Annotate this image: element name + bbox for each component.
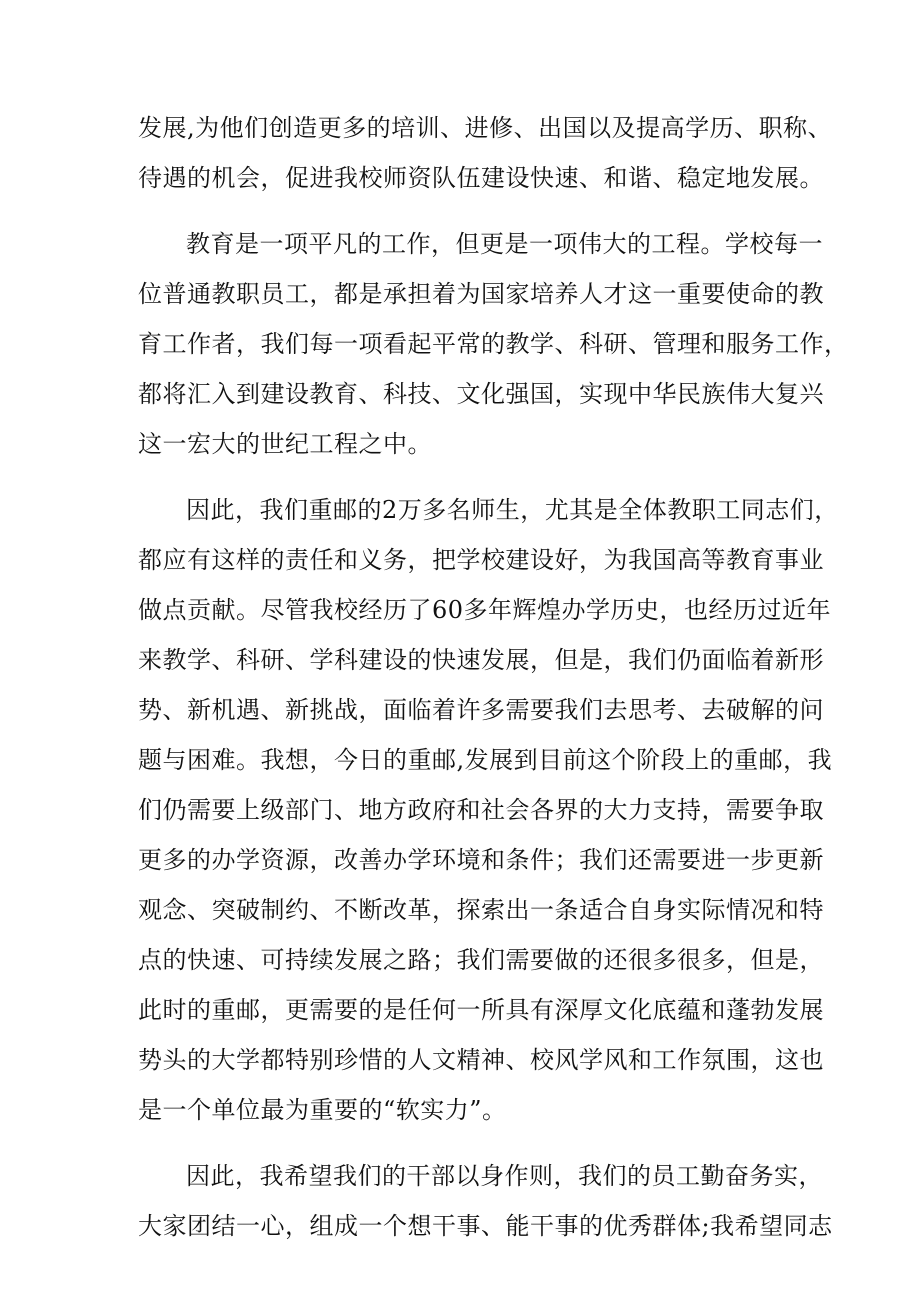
text-line: 势、新机遇、新挑战，面临着许多需要我们去思考、去破解的问 xyxy=(138,696,824,724)
text-line: 都应有这样的责任和义务，把学校建设好，为我国高等教育事业 xyxy=(138,546,824,574)
text-line: 观念、突破制约、不断改革，探索出一条适合自身实际情况和特 xyxy=(138,896,824,924)
text-line: 题与困难。我想，今日的重邮,发展到目前这个阶段上的重邮，我 xyxy=(138,746,833,774)
paragraph-first-line: 教育是一项平凡的工作，但更是一项伟大的工程。学校每一 xyxy=(186,230,823,258)
text-line: 位普通教职员工，都是承担着为国家培养人才这一重要使命的教 xyxy=(138,280,824,308)
text-line: 待遇的机会，促进我校师资队伍建设快速、和谐、稳定地发展。 xyxy=(138,164,824,192)
paragraph-first-line: 因此，我们重邮的2万多名师生，尤其是全体教职工同志们， xyxy=(186,496,839,524)
text-line: 做点贡献。尽管我校经历了60多年辉煌办学历史，也经历过近年 xyxy=(138,596,832,624)
text-line: 势头的大学都特别珍惜的人文精神、校风学风和工作氛围，这也 xyxy=(138,1046,824,1074)
text-line: 点的快速、可持续发展之路；我们需要做的还很多很多，但是， xyxy=(138,946,824,974)
paragraph-first-line: 因此，我希望我们的干部以身作则，我们的员工勤奋务实， xyxy=(186,1162,823,1190)
text-line: 此时的重邮，更需要的是任何一所具有深厚文化底蕴和蓬勃发展 xyxy=(138,996,824,1024)
text-line: 是一个单位最为重要的“软实力”。 xyxy=(138,1096,507,1124)
text-line: 们仍需要上级部门、地方政府和社会各界的大力支持，需要争取 xyxy=(138,796,824,824)
text-line: 育工作者，我们每一项看起平常的教学、科研、管理和服务工作， xyxy=(138,330,849,358)
text-line: 发展,为他们创造更多的培训、进修、出国以及提高学历、职称、 xyxy=(138,114,833,142)
text-line: 大家团结一心，组成一个想干事、能干事的优秀群体;我希望同志 xyxy=(138,1212,833,1240)
text-line: 来教学、科研、学科建设的快速发展，但是，我们仍面临着新形 xyxy=(138,646,824,674)
text-line: 都将汇入到建设教育、科技、文化强国，实现中华民族伟大复兴 xyxy=(138,380,824,408)
text-line: 这一宏大的世纪工程之中。 xyxy=(138,430,432,458)
text-line: 更多的办学资源，改善办学环境和条件；我们还需要进一步更新 xyxy=(138,846,824,874)
